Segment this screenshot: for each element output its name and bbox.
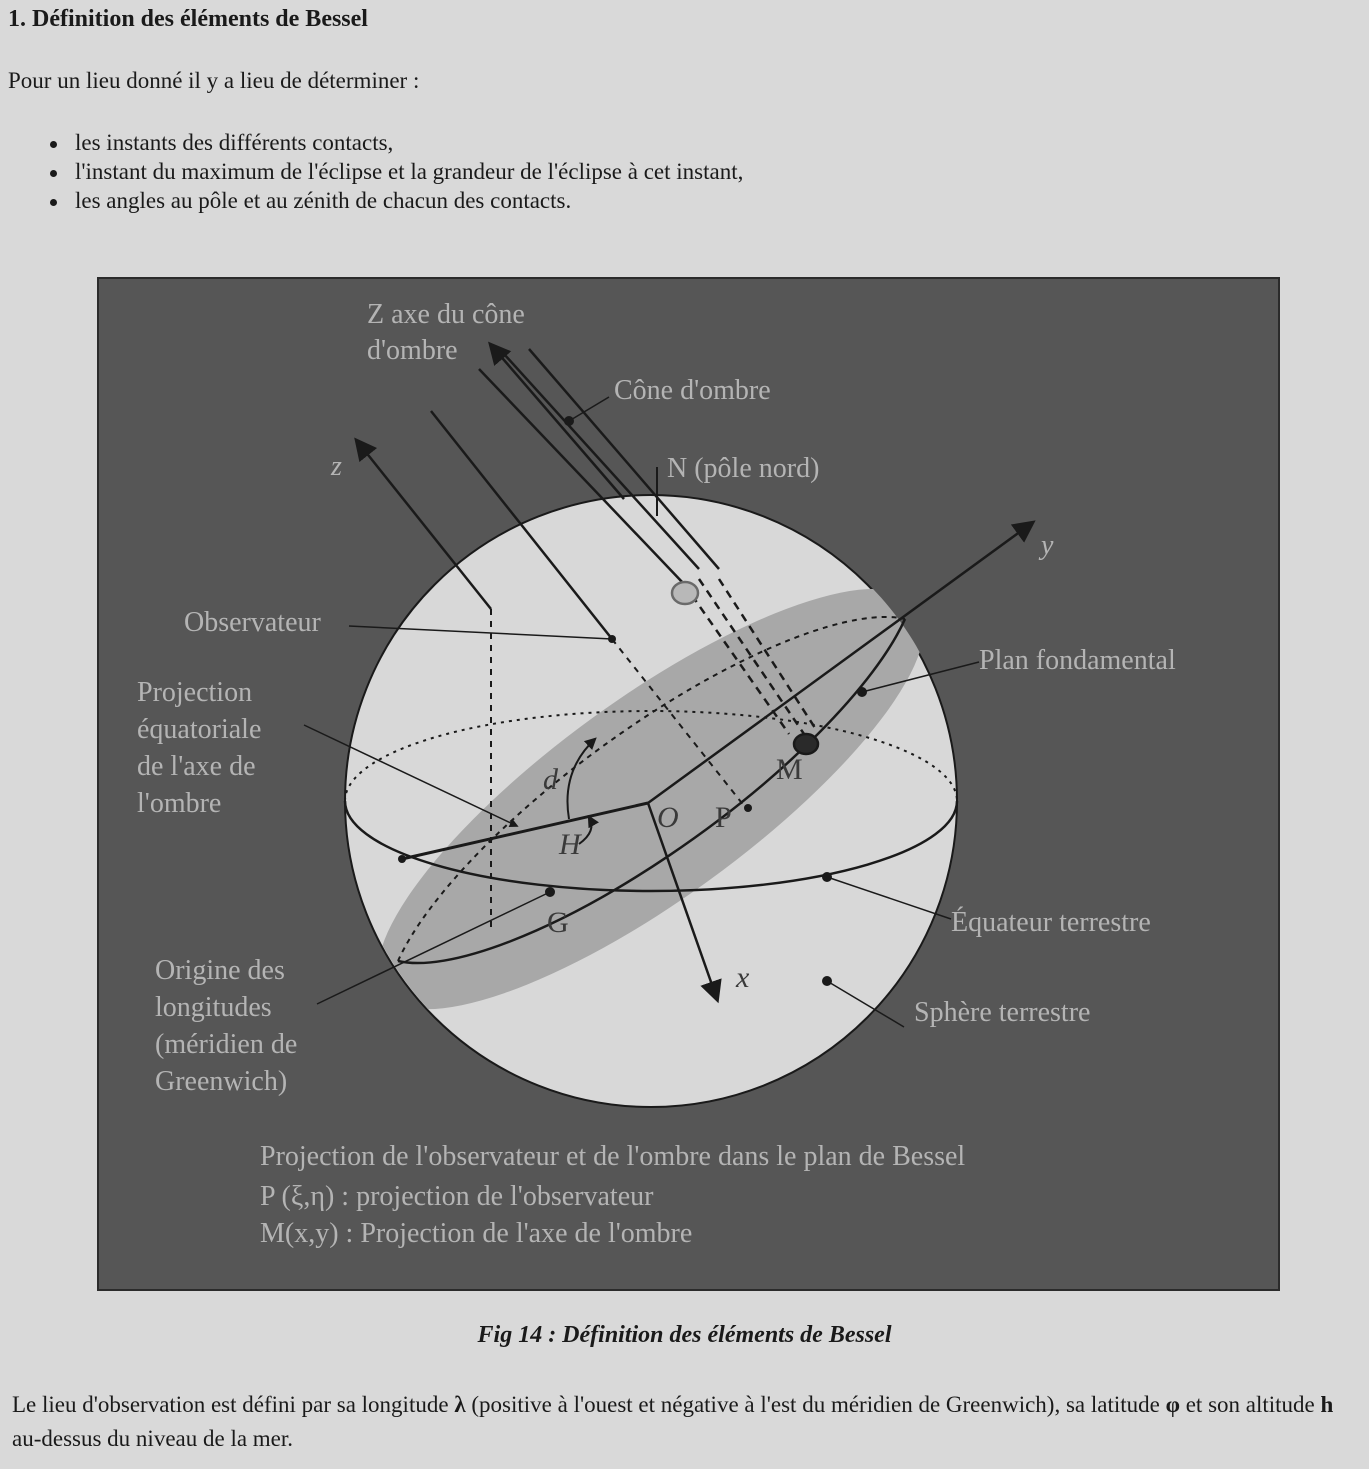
- legend-line-1: Projection de l'observateur et de l'ombre dans le plan de Bessel: [260, 1141, 966, 1172]
- point-h-label: H: [559, 828, 581, 861]
- shadow-cone-label: Cône d'ombre: [614, 375, 771, 406]
- north-pole-label: N (pôle nord): [667, 453, 820, 484]
- equatorial-projection-label-3: de l'axe de: [137, 751, 256, 782]
- list-item-text: les instants des différents contacts,: [75, 130, 394, 155]
- observer-label: Observateur: [184, 607, 321, 638]
- list-item: [42, 128, 743, 157]
- paragraph-text-2: (positive à l'ouest et négative à l'est du méridien de Greenwich), sa latitude: [465, 1392, 1166, 1417]
- equatorial-projection-label-1: Projection: [137, 677, 253, 708]
- equatorial-projection-label-2: équatoriale: [137, 714, 262, 745]
- longitude-origin-label-4: Greenwich): [155, 1066, 288, 1097]
- list-item-text: les angles au pôle et au zénith de chacun des contacts.: [75, 188, 572, 213]
- legend-line-2: P (ξ,η) : projection de l'observateur: [260, 1181, 654, 1212]
- point-d-label: d: [543, 763, 558, 796]
- bullet-icon: [50, 199, 57, 206]
- legend-line-3: M(x,y) : Projection de l'axe de l'ombre: [260, 1218, 693, 1249]
- body-paragraph: [12, 1388, 1362, 1456]
- bullet-list: [42, 128, 743, 215]
- axis-x-label: x: [736, 961, 750, 994]
- z-cone-label-2: d'ombre: [367, 335, 458, 366]
- sphere-label: Sphère terrestre: [914, 997, 1091, 1028]
- bullet-icon: [50, 141, 57, 148]
- phi-symbol: φ: [1165, 1392, 1180, 1417]
- figure-caption: Fig 14 : Définition des éléments de Bessel: [477, 1322, 892, 1348]
- bessel-diagram: [99, 279, 1278, 1289]
- fundamental-plane-label: Plan fondamental: [979, 645, 1176, 676]
- equatorial-projection-label-4: l'ombre: [137, 788, 222, 819]
- equator-label: Équateur terrestre: [951, 907, 1151, 938]
- paragraph-text-1: Le lieu d'observation est défini par sa longitude: [12, 1392, 455, 1417]
- paragraph-text-4: au-dessus du niveau de la mer.: [12, 1426, 294, 1451]
- longitude-origin-label-2: longitudes: [155, 992, 272, 1023]
- longitude-origin-label-3: (méridien de: [155, 1029, 298, 1060]
- z-cone-axis-arrow: [491, 345, 624, 499]
- intro-text: Pour un lieu donné il y a lieu de déterminer :: [8, 68, 420, 93]
- list-item: [42, 186, 743, 215]
- axis-y-label: y: [1041, 530, 1054, 561]
- bessel-figure: [97, 277, 1280, 1291]
- list-item-text: l'instant du maximum de l'éclipse et la grandeur de l'éclipse à cet instant,: [75, 159, 744, 184]
- list-item: [42, 157, 743, 186]
- z-cone-label-1: Z axe du cône: [367, 299, 525, 330]
- point-p-label: P: [715, 801, 732, 834]
- axis-z-label: z: [331, 451, 342, 482]
- point-o-label: O: [657, 801, 679, 834]
- altitude-symbol: h: [1320, 1392, 1334, 1417]
- point-m-label: M: [776, 753, 803, 786]
- longitude-origin-label-1: Origine des: [155, 955, 285, 986]
- point-g-label: G: [547, 906, 569, 939]
- section-heading: 1. Définition des éléments de Bessel: [8, 6, 368, 32]
- paragraph-text-3: et son altitude: [1179, 1392, 1321, 1417]
- lambda-symbol: λ: [454, 1392, 466, 1417]
- bullet-icon: [50, 170, 57, 177]
